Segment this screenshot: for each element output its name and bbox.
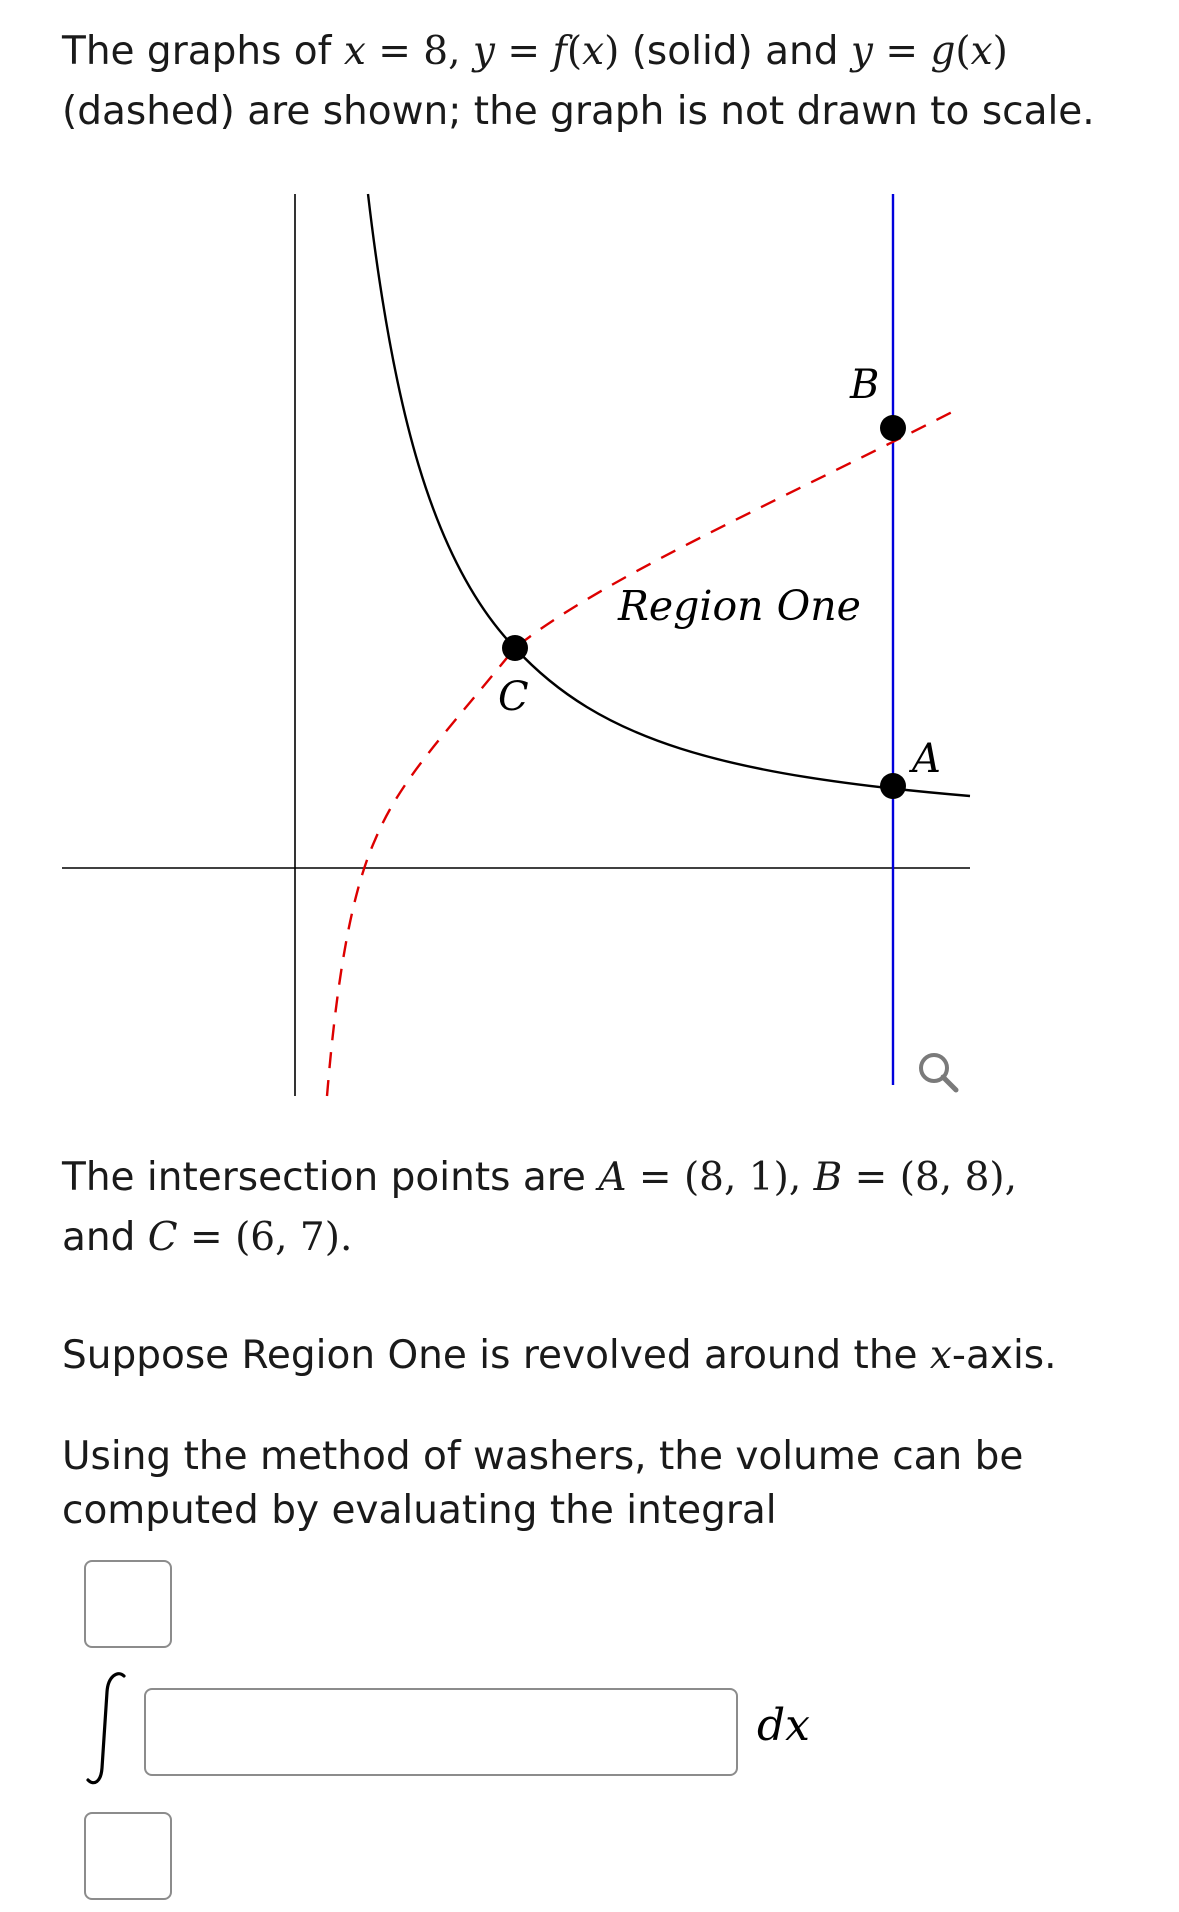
revolve-text-1: Suppose Region One is revolved around the	[62, 1333, 930, 1378]
point-a-value: = (8, 1)	[626, 1155, 789, 1200]
upper-limit-input[interactable]	[84, 1560, 172, 1648]
intro-math-paren-close: )	[604, 29, 620, 74]
magnifier-icon[interactable]	[912, 1046, 966, 1100]
intro-math-paren-open2: (	[955, 29, 971, 74]
intersection-points-text	[62, 1148, 1142, 1268]
point-b	[880, 415, 906, 441]
point-c	[502, 635, 528, 661]
intro-math-g: g	[930, 29, 956, 74]
intersections-sep-1: ,	[788, 1155, 814, 1200]
label-b: B	[850, 362, 880, 408]
label-c: C	[498, 674, 529, 720]
region-graph	[0, 180, 1000, 1110]
point-c-name: C	[147, 1215, 178, 1260]
dashed-curve-g	[327, 408, 960, 1096]
intro-math-eq2: =	[872, 29, 931, 74]
method-line-2: computed by evaluating the integral	[62, 1488, 777, 1533]
intersections-text-2: and	[62, 1215, 148, 1260]
point-a	[880, 773, 906, 799]
intro-text-1: The graphs of	[62, 29, 344, 74]
method-text	[62, 1430, 1023, 1538]
revolve-var-x: x	[929, 1333, 952, 1378]
point-a-name: A	[598, 1155, 627, 1200]
intro-math-x2: x	[582, 29, 605, 74]
problem-intro	[62, 22, 1132, 142]
intro-math-y2: y	[850, 29, 873, 74]
solid-curve-f	[368, 194, 970, 796]
intro-math-paren-open: (	[566, 29, 583, 74]
intro-math-y: y	[472, 29, 495, 74]
intro-math-paren-close2: )	[992, 29, 1008, 74]
intersections-end: .	[339, 1215, 353, 1260]
region-one-label: Region One	[618, 582, 861, 630]
integral-sign-icon	[80, 1664, 150, 1794]
intro-math-x: x	[343, 29, 366, 74]
point-b-name: B	[813, 1155, 843, 1200]
intro-text-3: (dashed) are shown; the graph is not drawn to scale.	[62, 89, 1095, 134]
label-a: A	[912, 736, 941, 782]
intro-math-eq-8: = 8,	[365, 29, 473, 74]
intro-math-eq: =	[494, 29, 553, 74]
integrand-input[interactable]	[144, 1688, 738, 1776]
intersections-sep-2: ,	[1004, 1155, 1018, 1200]
intro-math-f: f	[552, 29, 567, 74]
revolve-text	[62, 1326, 1057, 1386]
intro-text-2: (solid) and	[619, 29, 851, 74]
intersections-text-1: The intersection points are	[62, 1155, 599, 1200]
revolve-text-2: -axis.	[951, 1333, 1057, 1378]
dx-label: dx	[757, 1700, 810, 1751]
lower-limit-input[interactable]	[84, 1812, 172, 1900]
point-b-value: = (8, 8)	[842, 1155, 1005, 1200]
point-c-value: = (6, 7)	[177, 1215, 340, 1260]
intro-math-x3: x	[970, 29, 993, 74]
method-line-1: Using the method of washers, the volume can be	[62, 1434, 1024, 1479]
